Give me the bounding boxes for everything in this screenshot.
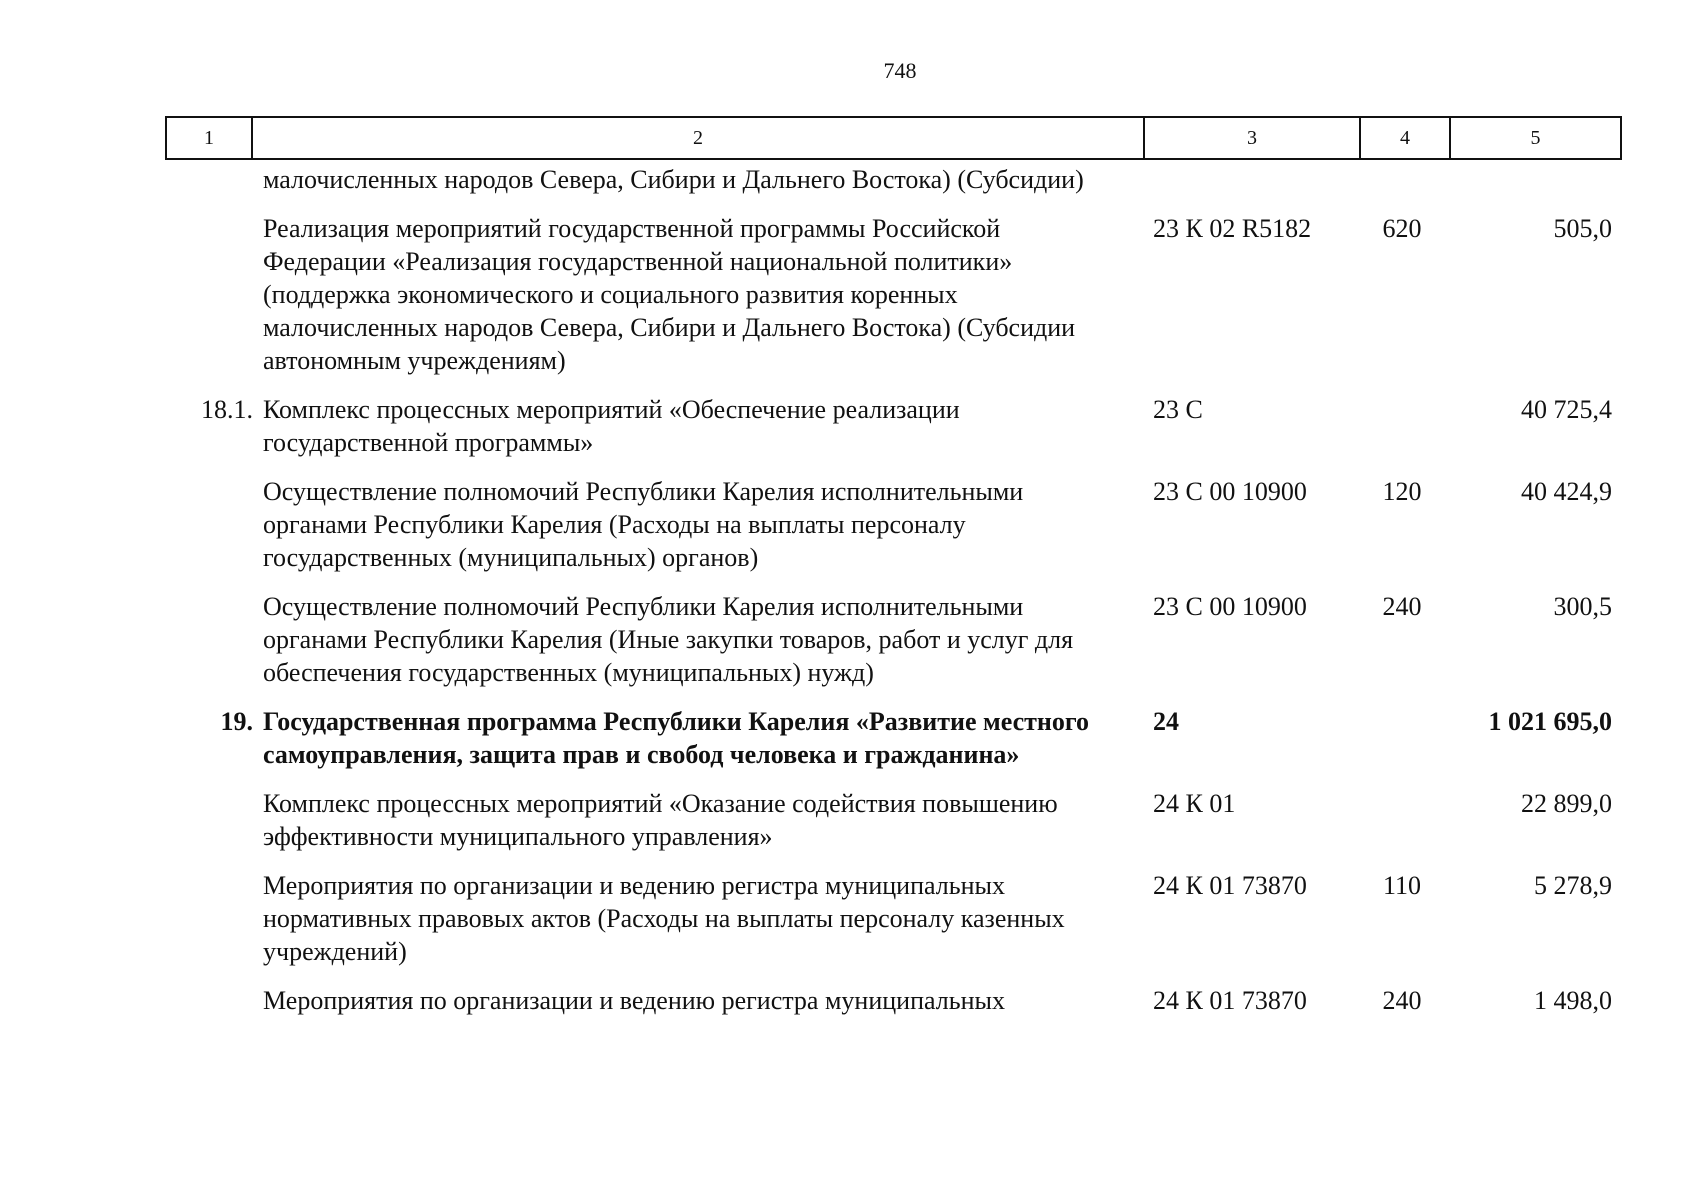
table-row	[165, 869, 1620, 968]
row-code: 23 К 02 R5182	[1153, 214, 1312, 243]
row-name: малочисленных народов Севера, Сибири и Дальнего Востока) (Субсидии)	[263, 165, 1084, 194]
row-name: Осуществление полномочий Республики Карелия исполнительными органами Республики Карелия (Иные закупки товаров, работ и услуг для обеспечения государственных (муниципальных) нужд)	[263, 592, 1074, 687]
row-expense-type: 620	[1382, 214, 1422, 243]
row-expense-type: 120	[1382, 477, 1422, 506]
row-name: Мероприятия по организации и ведению регистра муниципальных	[263, 986, 1005, 1015]
row-code: 24 К 01 73870	[1153, 986, 1307, 1015]
table-row	[165, 163, 1620, 196]
table-row	[165, 984, 1620, 1017]
row-amount: 40 725,4	[1521, 395, 1612, 424]
column-header-2: 2	[252, 117, 1144, 159]
row-number: 18.1.	[201, 395, 253, 424]
table-row	[165, 212, 1620, 377]
row-number	[165, 475, 253, 574]
table-row	[165, 475, 1620, 574]
row-amount: 300,5	[1553, 592, 1612, 621]
row-code	[1143, 163, 1357, 196]
row-number	[165, 869, 253, 968]
row-name: Мероприятия по организации и ведению регистра муниципальных нормативных правовых актов (Расходы на выплаты персоналу казенных учреждений)	[263, 871, 1065, 966]
row-number	[165, 590, 253, 689]
table-row	[165, 787, 1620, 853]
row-code: 23 С	[1153, 395, 1203, 424]
row-amount: 22 899,0	[1521, 789, 1612, 818]
row-amount: 1 021 695,0	[1488, 707, 1612, 736]
row-name: Комплекс процессных мероприятий «Обеспечение реализации государственной программы»	[263, 395, 960, 457]
row-number: 19.	[220, 707, 253, 736]
table-row-program	[165, 705, 1620, 771]
row-expense-type: 240	[1382, 986, 1422, 1015]
row-expense-type	[1357, 705, 1447, 771]
row-number	[165, 984, 253, 1017]
row-amount: 505,0	[1553, 214, 1612, 243]
row-code: 24 К 01	[1153, 789, 1236, 818]
row-expense-type: 240	[1382, 592, 1422, 621]
row-code: 23 С 00 10900	[1153, 477, 1307, 506]
column-header-1: 1	[166, 117, 252, 159]
column-header-3: 3	[1144, 117, 1360, 159]
row-amount	[1447, 163, 1620, 196]
row-number	[165, 212, 253, 377]
row-amount: 40 424,9	[1521, 477, 1612, 506]
row-expense-type	[1357, 163, 1447, 196]
budget-table-body	[165, 163, 1620, 1033]
table-row	[165, 393, 1620, 459]
table-row	[165, 590, 1620, 689]
row-expense-type	[1357, 787, 1447, 853]
row-name: Государственная программа Республики Карелия «Развитие местного самоуправления, защита прав и свобод человека и гражданина»	[263, 707, 1090, 769]
column-header-5: 5	[1450, 117, 1621, 159]
row-number	[165, 787, 253, 853]
row-amount: 5 278,9	[1534, 871, 1612, 900]
row-code: 24	[1153, 707, 1179, 736]
row-number	[165, 163, 253, 196]
column-header-row	[166, 117, 1621, 159]
row-code: 24 К 01 73870	[1153, 871, 1307, 900]
row-name: Осуществление полномочий Республики Карелия исполнительными органами Республики Карелия (Расходы на выплаты персоналу государственных (муниципальных) органов)	[263, 477, 1024, 572]
row-name: Комплекс процессных мероприятий «Оказание содействия повышению эффективности муниципального управления»	[263, 789, 1058, 851]
row-name: Реализация мероприятий государственной программы Российской Федерации «Реализация государственной национальной политики» (поддержка экономического и социального развития коренных малочисленных народов Севера, Сибири и Дальнего Востока) (Субсидии автономным учреждениям)	[263, 214, 1076, 375]
row-expense-type	[1357, 393, 1447, 459]
row-expense-type: 110	[1382, 871, 1422, 900]
row-code: 23 С 00 10900	[1153, 592, 1307, 621]
column-header-table	[165, 116, 1622, 160]
row-amount: 1 498,0	[1534, 986, 1612, 1015]
page-number: 748	[883, 58, 917, 83]
column-header-4: 4	[1360, 117, 1450, 159]
